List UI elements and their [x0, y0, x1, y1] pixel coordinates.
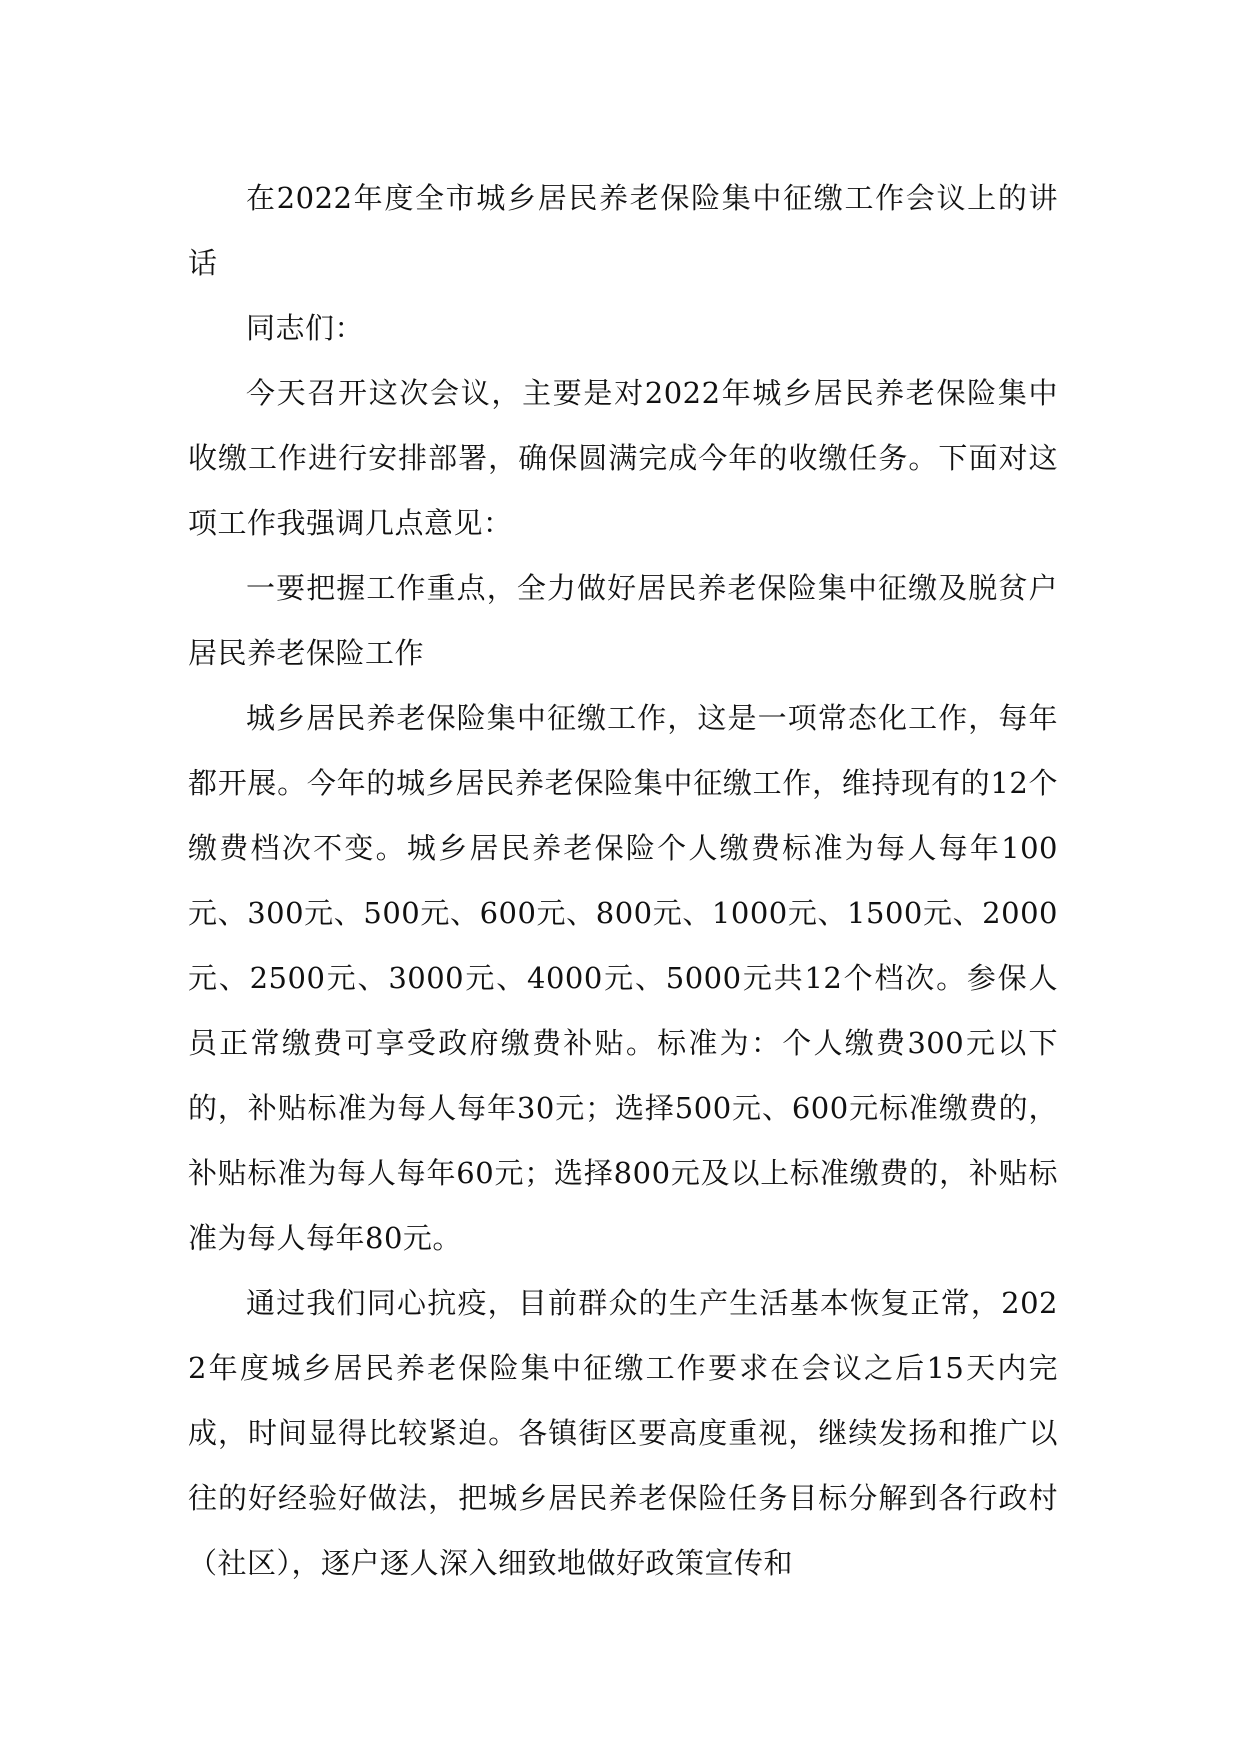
document-title: 在2022年度全市城乡居民养老保险集中征缴工作会议上的讲话: [188, 181, 1058, 280]
paragraph-timeline: 通过我们同心抗疫，目前群众的生产生活基本恢复正常，2022年度城乡居民养老保险集中征缴工作要求在会议之后15天内完成，时间显得比较紧迫。各镇街区要高度重视，继续发扬和推广以往的好经验好做法，把城乡居民养老保险任务目标分解到各行政村（社区），逐户逐人深入细致地做好政策宣传和: [188, 1286, 1058, 1580]
paragraph-heading-one: 一要把握工作重点，全力做好居民养老保险集中征缴及脱贫户居民养老保险工作: [188, 571, 1058, 670]
greeting: 同志们：: [246, 311, 365, 345]
document-body: [188, 166, 1058, 1596]
paragraph-intro: 今天召开这次会议，主要是对2022年城乡居民养老保险集中收缴工作进行安排部署，确保圆满完成今年的收缴任务。下面对这项工作我强调几点意见：: [188, 376, 1058, 540]
paragraph-payment-standards: 城乡居民养老保险集中征缴工作，这是一项常态化工作，每年都开展。今年的城乡居民养老保险集中征缴工作，维持现有的12个缴费档次不变。城乡居民养老保险个人缴费标准为每人每年100元、300元、500元、600元、800元、1000元、1500元、2000元、2500元、3000元、4000元、5000元共12个档次。参保人员正常缴费可享受政府缴费补贴。标准为：个人缴费300元以下的，补贴标准为每人每年30元；选择500元、600元标准缴费的，补贴标准为每人每年60元；选择800元及以上标准缴费的，补贴标准为每人每年80元。: [188, 701, 1058, 1255]
